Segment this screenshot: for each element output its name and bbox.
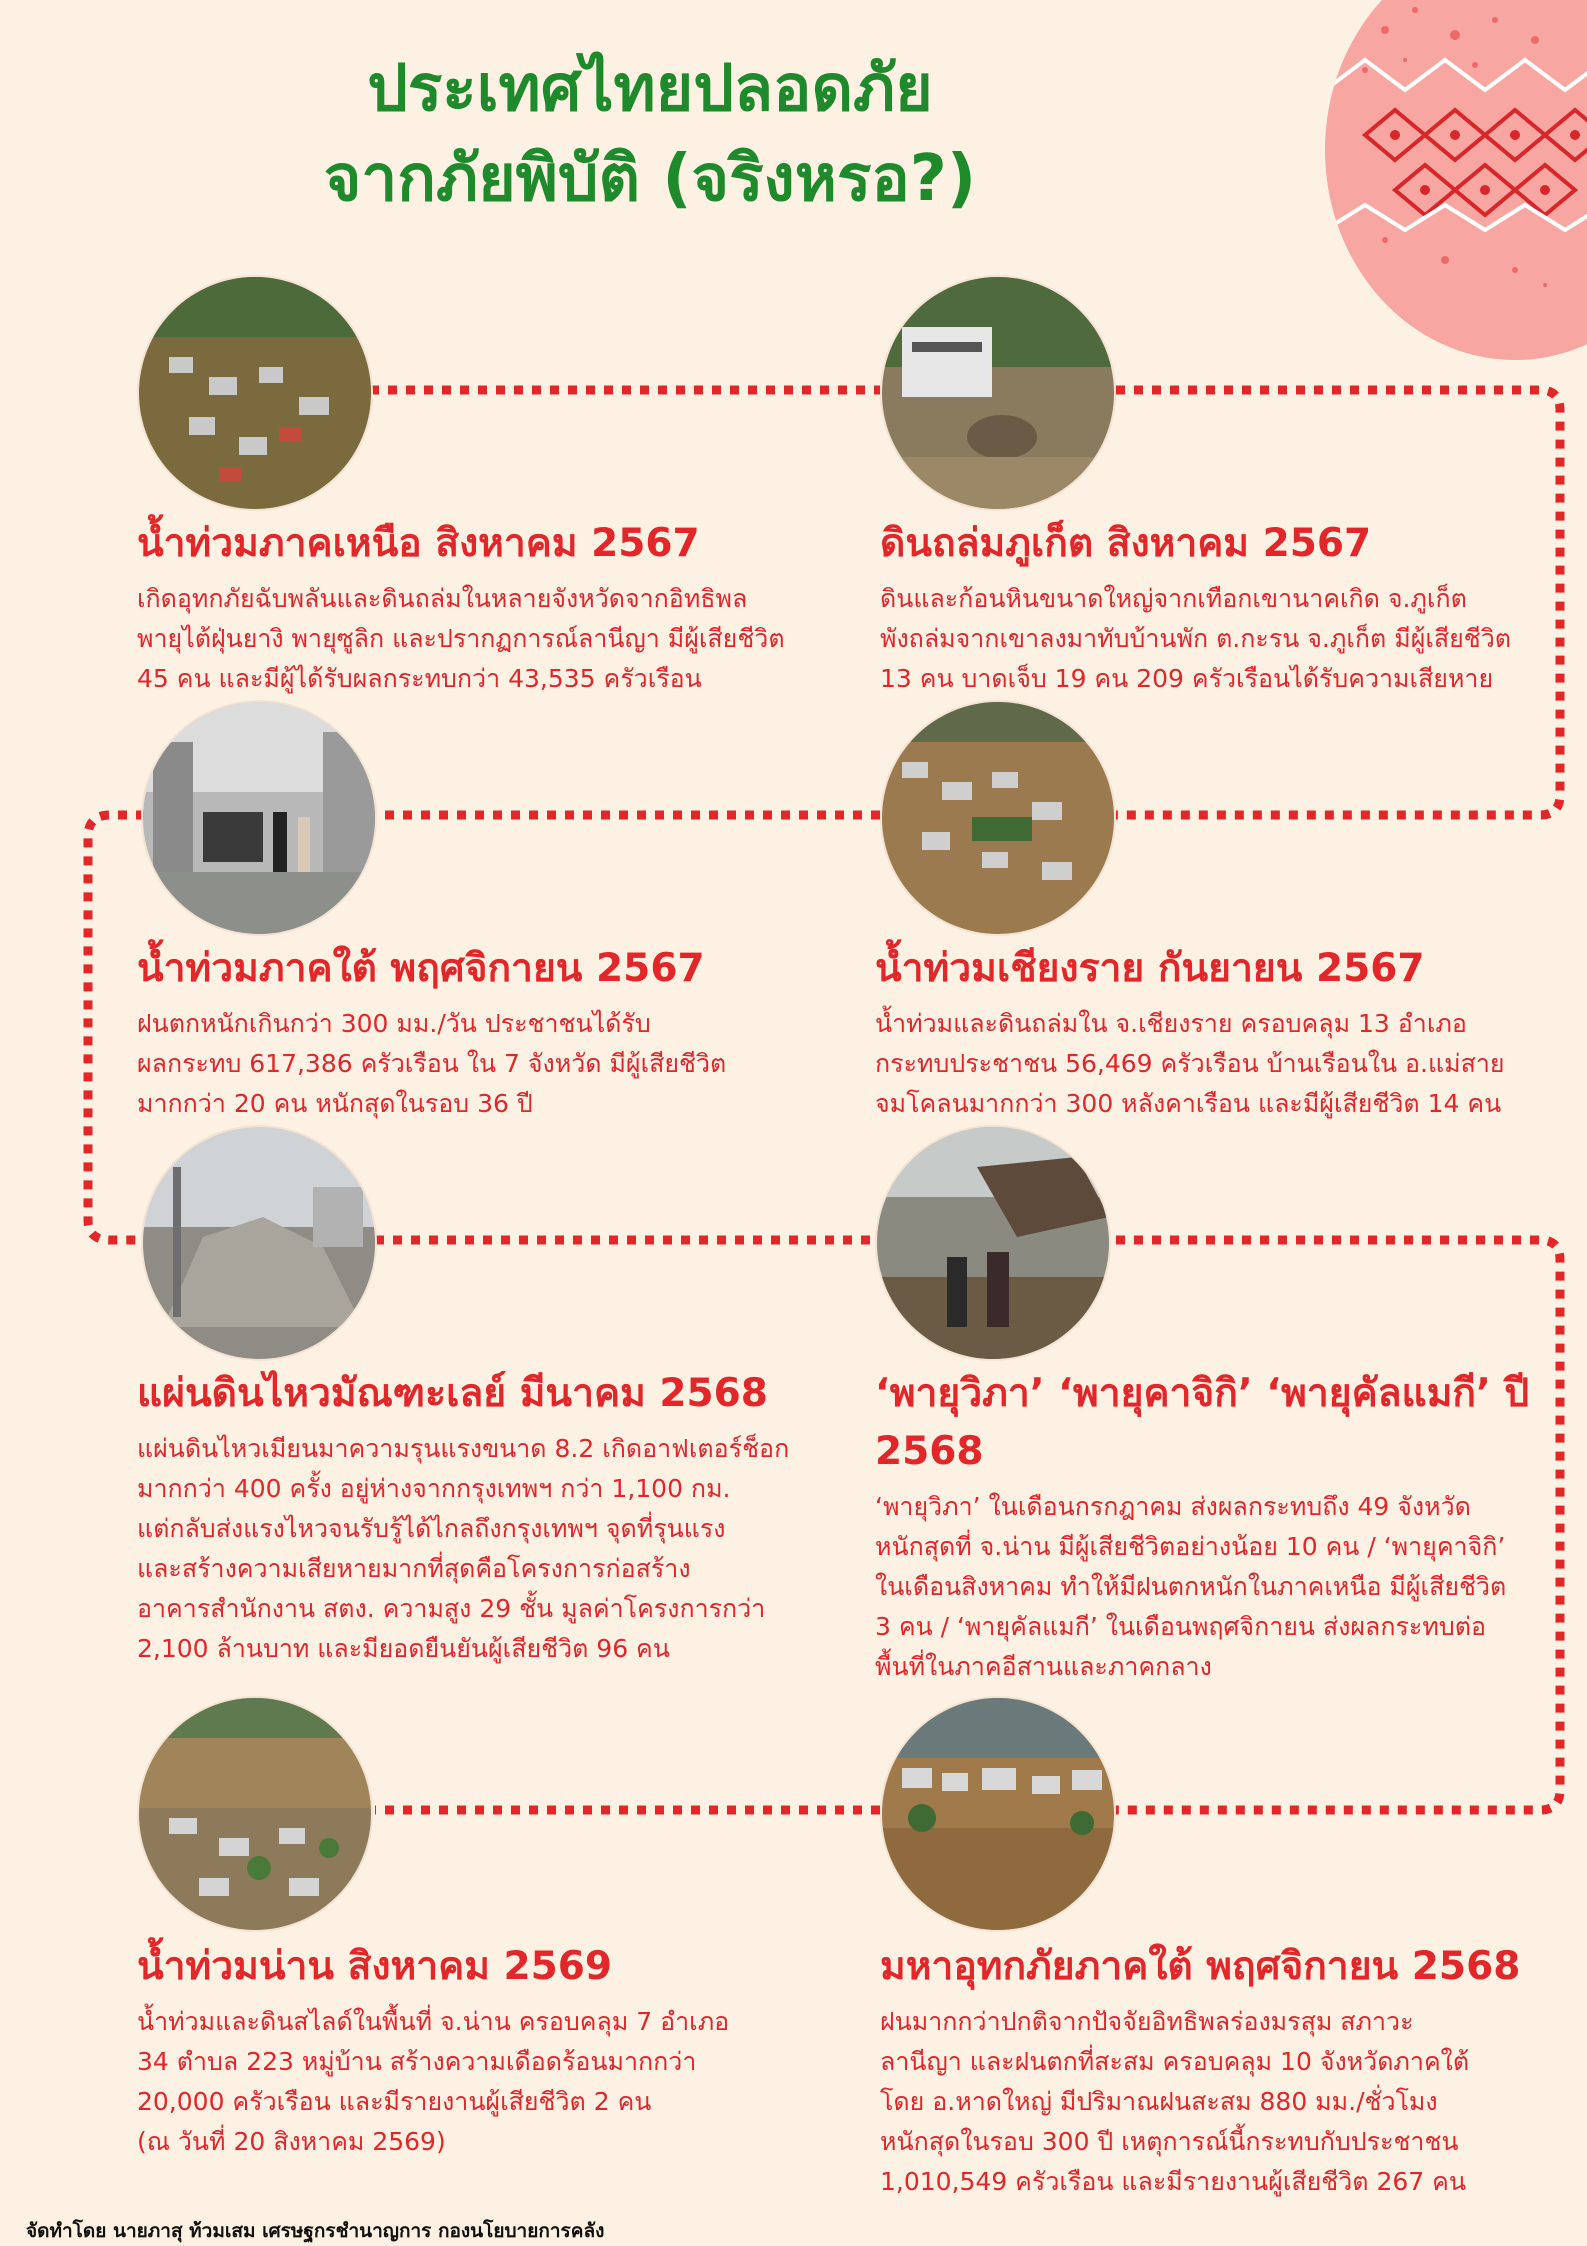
- event-line: และสร้างความเสียหายมากที่สุดคือโครงการก่อสร้าง: [137, 1554, 691, 1583]
- event-line: พายุไต้ฝุ่นยางิ พายุซูลิก และปรากฏการณ์ลานีญา มีผู้เสียชีวิต: [137, 624, 785, 653]
- event-line: จมโคลนมากกว่า 300 หลังคาเรือน และมีผู้เสียชีวิต 14 คน: [875, 1089, 1502, 1118]
- photo-southern-flood: [141, 700, 377, 936]
- event-line: 20,000 ครัวเรือน และมีรายงานผู้เสียชีวิต 2 คน: [137, 2087, 652, 2116]
- event-description: [137, 579, 785, 699]
- photo-mandalay-earthquake: [141, 1125, 377, 1361]
- event-title: ‘พายุวิภา’ ‘พายุคาจิกิ’ ‘พายุคัลแมกี’ ปี 2568: [875, 1371, 1530, 1474]
- event-card-5: [137, 1365, 789, 1669]
- event-title: มหาอุทกภัยภาคใต้ พฤศจิกายน 2568: [880, 1944, 1521, 1989]
- photo-phuket-landslide: [880, 275, 1116, 511]
- event-card-2: [880, 515, 1511, 699]
- title-line-1: ประเทศไทยปลอดภัย: [367, 52, 933, 126]
- event-line: น้ำท่วมและดินถล่มใน จ.เชียงราย ครอบคลุม 13 อำเภอ: [875, 1009, 1467, 1038]
- event-description: [875, 1487, 1555, 1687]
- event-line: ลานีญา และฝนตกที่สะสม ครอบคลุม 10 จังหวัดภาคใต้: [880, 2047, 1470, 2076]
- event-line: ‘พายุวิภา’ ในเดือนกรกฎาคม ส่งผลกระทบถึง 49 จังหวัด: [875, 1492, 1471, 1521]
- photo-nan-flood: [137, 1696, 373, 1932]
- event-title: น้ำท่วมภาคใต้ พฤศจิกายน 2567: [137, 946, 705, 991]
- event-description: [875, 1004, 1505, 1124]
- photo-chiangrai-flood: [880, 700, 1116, 936]
- event-line: ฝนมากกว่าปกติจากปัจจัยอิทธิพลร่องมรสุม สภาวะ: [880, 2007, 1414, 2036]
- event-title: ดินถล่มภูเก็ต สิงหาคม 2567: [880, 521, 1372, 566]
- photo-northern-flood: [137, 275, 373, 511]
- event-line: น้ำท่วมและดินสไลด์ในพื้นที่ จ.น่าน ครอบคลุม 7 อำเภอ: [137, 2007, 730, 2036]
- event-card-6: [875, 1365, 1555, 1687]
- event-line: ผลกระทบ 617,386 ครัวเรือน ใน 7 จังหวัด มีผู้เสียชีวิต: [137, 1049, 727, 1078]
- event-line: หนักสุดในรอบ 300 ปี เหตุการณ์นี้กระทบกับประชาชน: [880, 2127, 1459, 2156]
- event-line: มากกว่า 20 คน หนักสุดในรอบ 36 ปี: [137, 1089, 533, 1118]
- event-title: น้ำท่วมเชียงราย กันยายน 2567: [875, 946, 1425, 991]
- event-card-3: [137, 940, 726, 1124]
- event-line: ดินและก้อนหินขนาดใหญ่จากเทือกเขานาคเกิด จ.ภูเก็ต: [880, 584, 1467, 613]
- title-line-2: จากภัยพิบัติ (จริงหรอ?): [323, 142, 977, 216]
- event-line: 45 คน และมีผู้ได้รับผลกระทบกว่า 43,535 ครัวเรือน: [137, 664, 702, 693]
- event-description: [880, 2002, 1520, 2202]
- event-line: 13 คน บาดเจ็บ 19 คน 209 ครัวเรือนได้รับความเสียหาย: [880, 664, 1494, 693]
- event-line: 3 คน / ‘พายุคัลแมกี’ ในเดือนพฤศจิกายน ส่งผลกระทบต่อ: [875, 1612, 1486, 1641]
- event-title: น้ำท่วมน่าน สิงหาคม 2569: [137, 1944, 613, 1989]
- event-card-8: [880, 1938, 1520, 2202]
- event-title: แผ่นดินไหวมัณฑะเลย์ มีนาคม 2568: [137, 1371, 768, 1416]
- event-description: [137, 1429, 789, 1669]
- event-line: ในเดือนสิงหาคม ทำให้มีฝนตกหนักในภาคเหนือ มีผู้เสียชีวิต: [875, 1572, 1507, 1601]
- event-title: น้ำท่วมภาคเหนือ สิงหาคม 2567: [137, 521, 700, 566]
- event-line: 34 ตำบล 223 หมู่บ้าน สร้างความเดือดร้อนมากกว่า: [137, 2047, 697, 2076]
- event-card-1: [137, 515, 785, 699]
- event-description: [137, 2002, 729, 2162]
- event-line: พื้นที่ในภาคอีสานและภาคกลาง: [875, 1652, 1212, 1681]
- event-description: [137, 1004, 726, 1124]
- event-line: อาคารสำนักงาน สตง. ความสูง 29 ชั้น มูลค่าโครงการกว่า: [137, 1594, 766, 1623]
- event-description: [880, 579, 1511, 699]
- event-line: หนักสุดที่ จ.น่าน มีผู้เสียชีวิตอย่างน้อย 10 คน / ‘พายุคาจิกิ’: [875, 1532, 1506, 1561]
- credit-footer: จัดทำโดย นายภาสุ ท้วมเสม เศรษฐกรชำนาญการ กองนโยบายการคลัง: [26, 2220, 605, 2242]
- event-line: กระทบประชาชน 56,469 ครัวเรือน บ้านเรือนใน อ.แม่สาย: [875, 1049, 1505, 1078]
- event-card-7: [137, 1938, 729, 2162]
- event-line: ฝนตกหนักเกินกว่า 300 มม./วัน ประชาชนได้รับ: [137, 1009, 651, 1038]
- event-line: โดย อ.หาดใหญ่ มีปริมาณฝนสะสม 880 มม./ชั่วโมง: [880, 2087, 1438, 2116]
- event-line: (ณ วันที่ 20 สิงหาคม 2569): [137, 2127, 446, 2156]
- event-line: เกิดอุทกภัยฉับพลันและดินถล่มในหลายจังหวัดจากอิทธิพล: [137, 584, 748, 613]
- photo-southern-great-flood: [880, 1696, 1116, 1932]
- event-line: พังถล่มจากเขาลงมาทับบ้านพัก ต.กะรน จ.ภูเก็ต มีผู้เสียชีวิต: [880, 624, 1512, 653]
- event-card-4: [875, 940, 1505, 1124]
- event-line: แผ่นดินไหวเมียนมาความรุนแรงขนาด 8.2 เกิดอาฟเตอร์ช็อก: [137, 1434, 790, 1463]
- photo-storms: [875, 1125, 1111, 1361]
- event-line: 1,010,549 ครัวเรือน และมีรายงานผู้เสียชีวิต 267 คน: [880, 2167, 1466, 2196]
- event-line: 2,100 ล้านบาท และมียอดยืนยันผู้เสียชีวิต 96 คน: [137, 1634, 670, 1663]
- event-line: มากกว่า 400 ครั้ง อยู่ห่างจากกรุงเทพฯ กว่า 1,100 กม.: [137, 1474, 731, 1503]
- event-line: แต่กลับส่งแรงไหวจนรับรู้ได้ไกลถึงกรุงเทพฯ จุดที่รุนแรง: [137, 1514, 726, 1543]
